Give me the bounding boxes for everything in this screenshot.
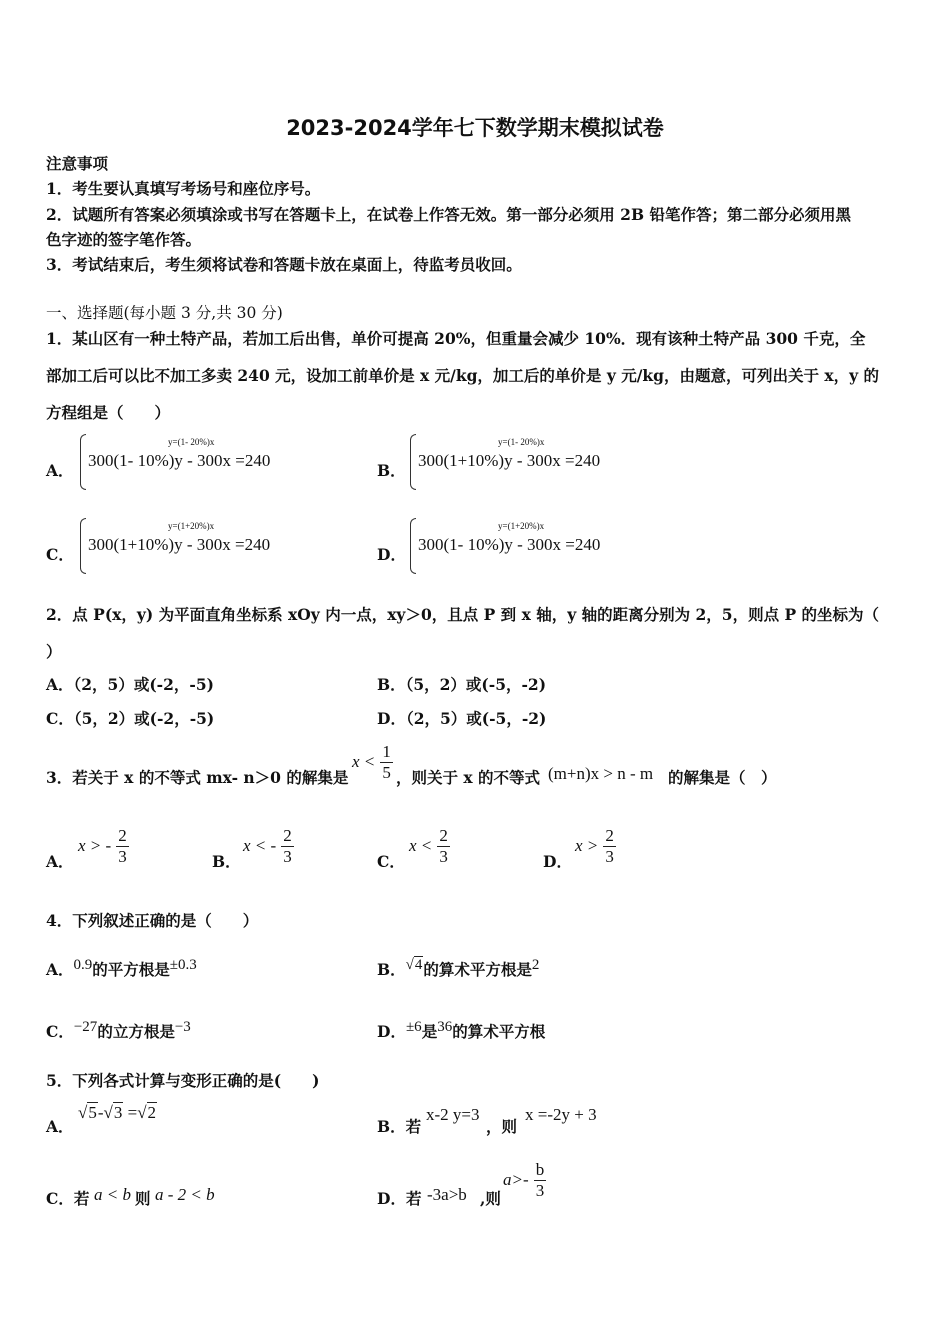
- q4-option-a-v1: 0.9: [73, 957, 93, 973]
- q5-option-d-fraction: [534, 1160, 547, 1201]
- q4-option-b: [377, 957, 539, 980]
- q4-option-b-v2: 2: [531, 957, 540, 973]
- q4-option-c-label: C．: [46, 1022, 74, 1041]
- q2-stem-line1: 2．点 P(x，y) 为平面直角坐标系 xOy 内一点，xy＞0，且点 P 到 x 轴，y 轴的距离分别为 2，5，则点 P 的坐标为（: [46, 605, 880, 624]
- q4-option-d-text2: 的算术平方根: [452, 1022, 546, 1041]
- q5-stem: 5．下列各式计算与变形正确的是( ): [46, 1071, 320, 1090]
- q1-option-c-eq2: 300(1+10%)y - 300x =240: [88, 535, 271, 554]
- notice-heading: 注意事项: [46, 154, 109, 173]
- q1-stem-line1: 1．某山区有一种土特产品，若加工后出售，单价可提高 20%，但重量会减少 10%．现有该种土特产品 300 千克，全: [46, 329, 866, 348]
- notice-item-2-cont: 色字迹的签字笔作答。: [46, 230, 202, 249]
- q2-option-c: C．（5，2）或(-2，-5): [46, 709, 215, 728]
- q3-condition-fraction: [380, 742, 393, 783]
- q3-option-b-den: 3: [283, 847, 292, 866]
- notice-item-1: 1．考生要认真填写考场号和座位序号。: [46, 179, 321, 198]
- q3-option-b-num: 2: [283, 826, 292, 845]
- q5-option-a-op: -: [97, 1103, 104, 1122]
- q4-option-b-text: 的算术平方根是: [423, 960, 532, 979]
- q4-option-b-root: √4: [405, 957, 423, 973]
- q5-option-b-expr1: x-2 y=3: [426, 1105, 480, 1124]
- q5-option-d-label: D．若: [377, 1189, 422, 1208]
- q4-option-a: [46, 957, 197, 980]
- q3-option-c-lhs: x <: [409, 836, 433, 855]
- q3-option-c-label: C．: [377, 852, 405, 871]
- q3-option-c-expr: [409, 826, 450, 867]
- q5-option-a-expr: √5-√3 =√2: [78, 1103, 157, 1122]
- q4-option-d-text1: 是: [421, 1022, 438, 1041]
- q3-option-b-expr: [243, 826, 294, 867]
- q3-option-a-expr: [78, 826, 129, 867]
- q3-option-a-fraction: [116, 826, 129, 867]
- q5-option-b-mid: ，则: [486, 1117, 518, 1136]
- q1-option-a-brace: [80, 434, 86, 490]
- q5-option-a-r1: 5: [88, 1103, 97, 1122]
- q4-option-c-v1: −27: [73, 1019, 98, 1035]
- q5-option-a-label: A．: [46, 1117, 74, 1136]
- q1-option-d-label: D．: [377, 545, 406, 564]
- q5-option-b-expr2: x =-2y + 3: [525, 1105, 597, 1124]
- q5-option-c-expr2: a - 2 < b: [155, 1185, 215, 1204]
- q4-option-d-v1: ±6: [405, 1019, 422, 1035]
- q3-option-a-lhs: x > -: [78, 836, 112, 855]
- q1-stem-line2: 部加工后可以比不加工多卖 240 元，设加工前单价是 x 元/kg，加工后的单价是 y 元/kg，由题意，可列出关于 x，y 的: [46, 366, 879, 385]
- q4-option-b-v1: 4: [414, 957, 423, 973]
- q1-option-d-eq1: y=(1+20%)x: [498, 521, 545, 531]
- q1-option-a-label: A．: [46, 461, 74, 480]
- q5-option-b-label: B．若: [377, 1117, 422, 1136]
- q5-option-d-den: 3: [535, 1181, 545, 1200]
- q4-option-c: [46, 1019, 191, 1042]
- q5-option-a-eq: =: [127, 1103, 138, 1122]
- q5-option-a-r2: 3: [113, 1103, 123, 1122]
- q3-option-a-den: 3: [118, 847, 127, 866]
- q4-option-c-text: 的立方根是: [97, 1022, 175, 1041]
- notice-item-2: 2．试题所有答案必须填涂或书写在答题卡上，在试卷上作答无效。第一部分必须用 2B 铅笔作答；第二部分必须用黑: [46, 205, 851, 224]
- q3-stem-post: 的解集是（ ）: [668, 768, 777, 787]
- q5-option-d-expr1: -3a>b: [427, 1185, 467, 1204]
- q4-stem: 4．下列叙述正确的是（ ）: [46, 911, 259, 930]
- q5-option-c-label: C．若: [46, 1189, 90, 1208]
- q1-option-c-brace: [80, 518, 86, 574]
- q3-option-d-num: 2: [605, 826, 614, 845]
- page-title: 2023-2024学年七下数学期末模拟试卷: [286, 116, 664, 140]
- q2-option-a: A．（2，5）或(-2，-5): [46, 675, 214, 694]
- q1-option-c-label: C．: [46, 545, 74, 564]
- q5-option-d-mid: ,则: [480, 1189, 501, 1208]
- q5-option-d-expr2: [503, 1160, 546, 1201]
- q3-inequality: (m+n)x > n - m: [548, 764, 654, 783]
- q4-option-d-label: D．: [377, 1022, 406, 1041]
- notice-item-3: 3．考试结束后，考生须将试卷和答题卡放在桌面上，待监考员收回。: [46, 255, 522, 274]
- q4-option-d: [377, 1019, 545, 1042]
- q3-option-d-label: D．: [543, 852, 572, 871]
- q1-option-b-brace: [410, 434, 416, 490]
- q1-option-a-eq1: y=(1- 20%)x: [168, 437, 215, 447]
- q5-option-c-expr1: a < b: [94, 1185, 131, 1204]
- q3-option-b-fraction: [281, 826, 294, 867]
- q1-option-a-eq2: 300(1- 10%)y - 300x =240: [88, 451, 271, 470]
- q5-option-d-num: b: [535, 1160, 545, 1179]
- q5-option-a-r3: 2: [147, 1103, 157, 1122]
- q3-option-c-den: 3: [439, 847, 448, 866]
- q2-stem-line2: ）: [46, 642, 62, 661]
- q2-option-b: B．（5，2）或(-5，-2): [377, 675, 547, 694]
- q2-option-d: D．（2，5）或(-5，-2): [377, 709, 547, 728]
- q3-condition: [352, 742, 393, 783]
- q3-option-d-fraction: [603, 826, 616, 867]
- q3-option-d-den: 3: [605, 847, 614, 866]
- q3-option-a-num: 2: [118, 826, 127, 845]
- q1-option-b-eq2: 300(1+10%)y - 300x =240: [418, 451, 601, 470]
- q3-condition-den: 5: [382, 763, 391, 782]
- q1-option-b-label: B．: [377, 461, 406, 480]
- q1-stem-line3: 方程组是（ ）: [46, 403, 171, 422]
- q4-option-a-label: A．: [46, 960, 74, 979]
- q4-option-a-v2: ±0.3: [169, 957, 197, 973]
- q3-option-c-num: 2: [439, 826, 448, 845]
- q4-option-c-v2: −3: [174, 1019, 191, 1035]
- q3-option-d-lhs: x >: [575, 836, 599, 855]
- q4-option-d-v2: 36: [437, 1019, 453, 1035]
- q3-option-d-expr: [575, 826, 616, 867]
- q3-stem-pre: 3．若关于 x 的不等式 mx- n＞0 的解集是: [46, 768, 349, 787]
- section-heading: 一、选择题(每小题 3 分,共 30 分): [46, 304, 283, 322]
- q1-option-d-brace: [410, 518, 416, 574]
- q3-option-a-label: A．: [46, 852, 74, 871]
- q1-option-b-eq1: y=(1- 20%)x: [498, 437, 545, 447]
- q3-option-b-lhs: x < -: [243, 836, 277, 855]
- q3-option-c-fraction: [437, 826, 450, 867]
- q4-option-b-label: B．: [377, 960, 406, 979]
- q1-option-d-eq2: 300(1- 10%)y - 300x =240: [418, 535, 601, 554]
- q3-option-b-label: B．: [212, 852, 241, 871]
- q5-option-c-mid: 则: [135, 1189, 151, 1208]
- q4-option-a-text: 的平方根是: [92, 960, 170, 979]
- q3-stem-mid: ，则关于 x 的不等式: [396, 768, 541, 787]
- q1-option-c-eq1: y=(1+20%)x: [168, 521, 215, 531]
- q3-condition-lhs: x <: [352, 752, 376, 771]
- q3-condition-num: 1: [382, 742, 391, 761]
- q5-option-d-lhs: a>-: [503, 1170, 529, 1189]
